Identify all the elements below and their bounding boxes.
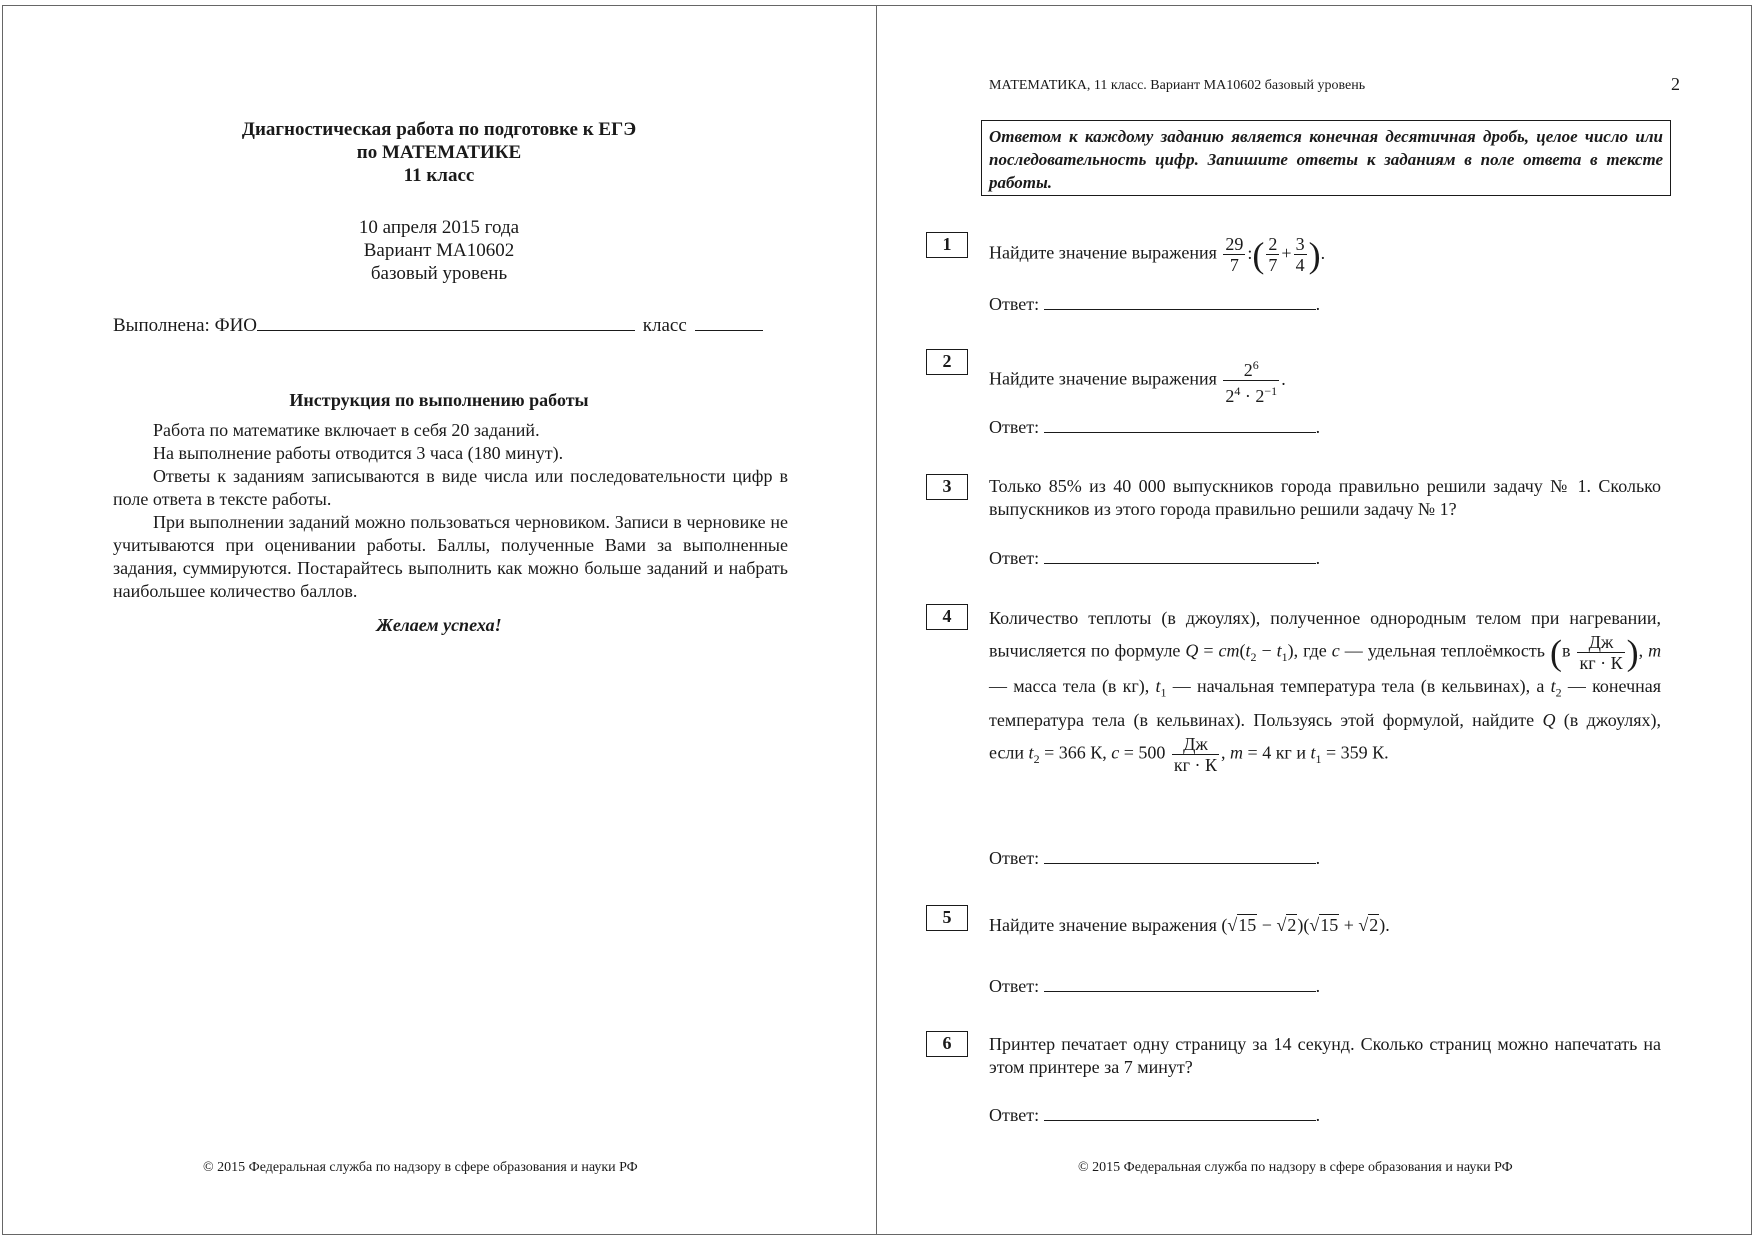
instruction-paragraph: При выполнении заданий можно пользоваться черновиком. Записи в черновике не учитываются при оценивании работы. Баллы, полученные Вами за выполненные задания, суммируются. Постарайтесь выполнить как можно больше заданий и набрать наибольшее количество баллов. (113, 512, 788, 601)
questions-page (877, 5, 1752, 1235)
title-line: 11 класс (403, 165, 475, 186)
answer-label: Ответ: (989, 1105, 1040, 1125)
title-line: Диагностическая работа по подготовке к ЕГЭ (241, 119, 637, 140)
math-expression: (√15 − √2)(√15 + √2). (1221, 915, 1390, 935)
question-3: Только 85% из 40 000 выпускников города правильно решили задачу № 1. Сколько выпускников из этого города правильно решили задачу № 1? (989, 476, 1661, 519)
question-number: 3 (926, 474, 968, 500)
answer-label: Ответ: (989, 294, 1040, 314)
answer-field[interactable] (1044, 1104, 1316, 1121)
answer-6: Ответ: . (989, 1105, 1321, 1125)
question-number: 1 (926, 232, 968, 258)
answer-field[interactable] (1044, 293, 1316, 310)
question-6: Принтер печатает одну страницу за 14 секунд. Сколько страниц можно напечатать на этом принтере за 7 минут? (989, 1034, 1661, 1077)
footer-left: © 2015 Федеральная служба по надзору в сфере образования и науки РФ (203, 1160, 638, 1175)
running-header: МАТЕМАТИКА, 11 класс. Вариант МА10602 базовый уровень (989, 78, 1366, 93)
answer-label: Ответ: (989, 976, 1040, 996)
question-4: Количество теплоты (в джоулях), полученное однородным телом при нагревании, вычисляется по формуле $Q = cm(t_2 - t_1)$, где c — удельная теплоёмкость (в $\frac{Дж}{кг \cdot К}$ ), m — масса тела (в кг), $t_1$ — начальная температура тела (в кельвинах), а $t_2$ — конечная температура тела (в кельвинах). Пользуясь этой формулой, найдите Q (в джоулях), если $t_2 = 366$ К, c = 500 $\frac{Дж}{кг \cdot К}$ , m = 4 кг и $t_1 = 359$ К. (989, 608, 1662, 775)
footer-right: © 2015 Федеральная служба по надзору в сфере образования и науки РФ (1078, 1160, 1513, 1175)
answer-5: Ответ: . (989, 976, 1321, 996)
question-text: Найдите значение выражения (989, 915, 1217, 935)
good-luck: Желаем успеха! (376, 615, 502, 635)
answer-3: Ответ: . (989, 548, 1321, 568)
instruction-paragraph: Работа по математике включает в себя 20 заданий. (153, 420, 540, 440)
class-label: класс (642, 315, 687, 336)
question-number: 2 (926, 349, 968, 375)
answer-1: Ответ: . (989, 294, 1321, 314)
answer-field[interactable] (1044, 975, 1316, 992)
question-text: Найдите значение выражения (989, 368, 1217, 389)
answer-field[interactable] (1044, 416, 1316, 433)
question-5 (989, 914, 1661, 937)
student-info-line (113, 314, 763, 337)
title-page (2, 5, 876, 1235)
question-1 (989, 234, 1661, 275)
variant: Вариант МА10602 (363, 240, 515, 261)
answer-label: Ответ: (989, 417, 1040, 437)
document-title (2, 118, 876, 187)
answer-4: Ответ: . (989, 848, 1321, 868)
class-field[interactable] (695, 314, 763, 331)
level: базовый уровень (370, 263, 508, 284)
title-line: по МАТЕМАТИКЕ (356, 142, 522, 163)
instruction-paragraph: Ответы к заданиям записываются в виде числа или последовательности цифр в поле ответа в тексте работы. (113, 466, 788, 509)
answer-notice: Ответом к каждому заданию является конечная десятичная дробь, целое число или последовательность цифр. Запишите ответы к заданиям в поле ответа в тексте работы. (981, 120, 1671, 196)
name-label: Выполнена: ФИО (113, 315, 258, 336)
math-expression: $\frac{2^6}{2^4 \cdot 2^{-1}}$ . (1221, 369, 1285, 389)
question-text: Найдите значение выражения (989, 242, 1217, 263)
question-number: 4 (926, 604, 968, 630)
instructions-title: Инструкция по выполнению работы (289, 390, 589, 410)
question-number: 5 (926, 905, 968, 931)
answer-field[interactable] (1044, 847, 1316, 864)
answer-label: Ответ: (989, 848, 1040, 868)
answer-2: Ответ: . (989, 417, 1321, 437)
question-number: 6 (926, 1031, 968, 1057)
page-number: 2 (1671, 74, 1680, 94)
exam-date: 10 апреля 2015 года (358, 217, 520, 238)
name-field[interactable] (257, 314, 635, 331)
instruction-paragraph: На выполнение работы отводится 3 часа (180 минут). (153, 443, 564, 463)
math-expression: $\frac{29}{7}$ :( $\frac{2}{7}$ + $\frac{3}{4}$ ). (1225, 234, 1326, 275)
answer-label: Ответ: (989, 548, 1040, 568)
instructions (113, 419, 788, 603)
answer-field[interactable] (1044, 547, 1316, 564)
question-2 (989, 355, 1661, 406)
document-meta (2, 216, 876, 285)
